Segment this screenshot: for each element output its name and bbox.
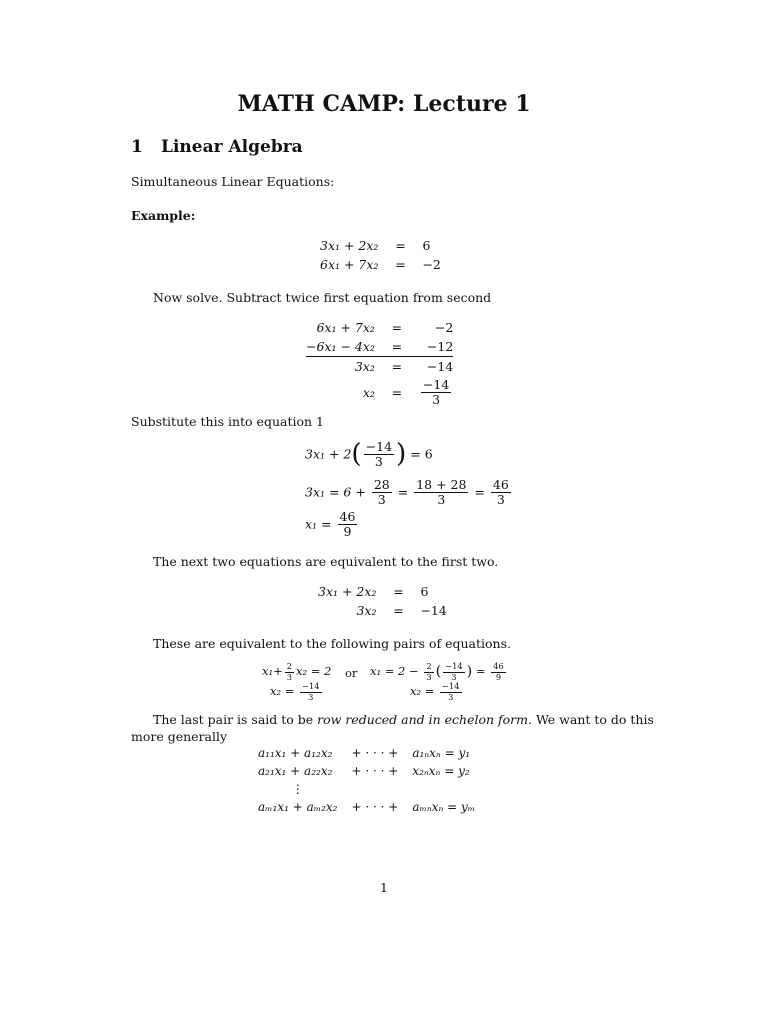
text-run: The last pair is said to be [153,712,318,727]
page-number: 1 [380,880,388,895]
general-row [258,798,475,816]
equation-rhs: −14 [405,357,453,377]
equation-rhs: 6 [422,238,431,253]
equals-sign: = [391,320,403,335]
denominator: 3 [364,454,394,469]
denominator: 3 [372,492,392,507]
right-paren: ) [466,663,473,680]
equation-row [306,318,453,337]
fraction [414,478,468,508]
fraction [372,478,392,508]
numerator: −14 [442,681,460,692]
equation-lhs: 3x₁ + 2x₂ [318,584,377,599]
numerator: −14 [365,439,393,454]
equation-rhs: −14 [420,603,447,618]
equation-rhs: 6 [420,584,429,599]
numerator: 2 [426,661,432,671]
pairs-text: These are equivalent to the following pairs of equations. [153,636,511,651]
pair-right-line-2 [370,682,508,702]
equation-system-1 [320,236,441,274]
numerator: 2 [286,661,292,671]
denominator: 3 [300,692,321,703]
equivalent-text: The next two equations are equivalent to the first two. [153,554,499,569]
fraction [285,662,294,682]
general-term: a₁₁x₁ + a₁₂x₂ [258,746,333,760]
expression: 3x₁ = 6 + [305,484,366,500]
numerator: −14 [445,661,463,671]
fraction [424,662,433,682]
equals-sign: = [393,584,404,599]
example-label: Example: [131,208,196,223]
text-run: . We want to do this [528,712,654,727]
denominator: 3 [491,492,511,507]
solve-text: Now solve. Subtract twice first equation from second [153,290,492,305]
equals-sign: = [395,257,406,272]
general-term: aₘ₁x₁ + aₘ₂x₂ [258,800,338,814]
numerator: 28 [373,477,390,492]
equation-row [318,601,447,620]
vertical-ellipsis: ⋮ [291,782,304,796]
general-row [258,744,475,762]
equals-sign: = [395,238,406,253]
echelon-text-line-2: more generally [131,729,228,744]
equals-sign: = [389,357,405,377]
equals-sign: = [397,484,409,500]
pair-left-line-1 [262,662,331,682]
pair-right-line-1 [370,662,508,682]
intro-text: Simultaneous Linear Equations: [131,174,335,189]
general-term: a₂₁x₁ + a₂₂x₂ [258,764,333,778]
denominator: 3 [426,671,432,682]
equation-lhs: 6x₁ + 7x₂ [320,257,379,272]
fraction [300,682,321,702]
general-term: a₁ₙxₙ = y₁ [412,746,471,760]
fraction [421,378,451,408]
general-term: x₂ₙxₙ = y₂ [412,764,470,778]
numerator: −14 [302,681,320,692]
equation-lhs: −6x₁ − 4x₂ [306,339,375,354]
expression: x₂ = [410,684,435,699]
left-paren: ( [351,439,362,470]
expression: x₂ = [270,684,295,699]
general-row [258,780,475,798]
fraction [491,478,511,508]
equation-rhs: −2 [434,320,454,335]
derivation-line-3 [305,510,359,540]
numerator: 46 [492,477,509,492]
fraction [443,662,464,682]
equals-sign: = [391,385,403,401]
equals-sign: = [474,484,485,500]
equation-rhs: −2 [422,257,441,272]
pair-left [262,662,331,702]
numerator: 46 [493,661,504,671]
equation-system-2 [318,582,447,620]
numerator: 18 + 28 [416,477,467,492]
equals-sign: = [475,664,486,679]
expression: 3x₁ + 2 [305,446,352,462]
pair-left-line-2 [262,682,331,702]
denominator: 3 [443,672,464,683]
page-title: MATH CAMP: Lecture 1 [237,91,531,117]
numerator: −14 [422,377,450,392]
expression: x₁ = 2 − [370,664,419,679]
general-ellipsis: + · · · + [351,764,399,778]
equation-lhs: 3x₂ [306,357,389,377]
denominator: 3 [286,671,292,682]
equation-row [318,582,447,601]
fraction [491,662,506,682]
right-paren: ) [396,439,407,470]
equation-row [306,376,453,410]
expression: x₁+ [262,664,283,679]
section-number: 1 [131,137,143,157]
echelon-text [153,712,654,727]
substitute-text: Substitute this into equation 1 [131,414,324,429]
equation-lhs: 6x₁ + 7x₂ [316,320,375,335]
fraction [338,510,358,540]
equation-row [306,337,453,357]
section-title: Linear Algebra [161,137,303,157]
emphasis: row reduced and in echelon form [317,712,529,727]
expression: x₁ = [305,516,332,532]
fraction [440,682,461,702]
equation-row [320,236,441,255]
denominator: 3 [414,492,468,507]
derivation-line-1 [305,440,433,470]
section-heading [131,137,303,157]
equation-lhs: 3x₁ + 2x₂ [320,238,379,253]
fraction [364,440,394,470]
general-system [258,744,475,816]
general-ellipsis: + · · · + [351,800,399,814]
general-row [258,762,475,780]
equals-sign: = [391,339,403,354]
denominator: 3 [440,692,461,703]
derivation-line-2 [305,478,513,508]
equation-rhs [405,376,453,410]
expression: = 6 [410,446,433,462]
equation-row [306,357,453,377]
general-ellipsis [352,780,413,798]
left-paren: ( [435,663,442,680]
general-term: aₘₙxₙ = yₘ [412,800,476,814]
equation-row [320,255,441,274]
equation-lhs: 3x₂ [356,603,377,618]
equals-sign: = [393,603,404,618]
subtraction-block [306,318,453,410]
numerator: 46 [339,509,356,524]
pair-right [370,662,508,702]
or-word: or [345,666,358,680]
expression: x₂ = 2 [296,664,332,679]
denominator: 9 [491,672,506,683]
equation-rhs: −12 [426,339,454,354]
general-term [412,780,475,798]
equation-lhs: x₂ [362,385,375,401]
denominator: 9 [338,524,358,539]
denominator: 3 [421,392,451,407]
general-ellipsis: + · · · + [351,746,399,760]
